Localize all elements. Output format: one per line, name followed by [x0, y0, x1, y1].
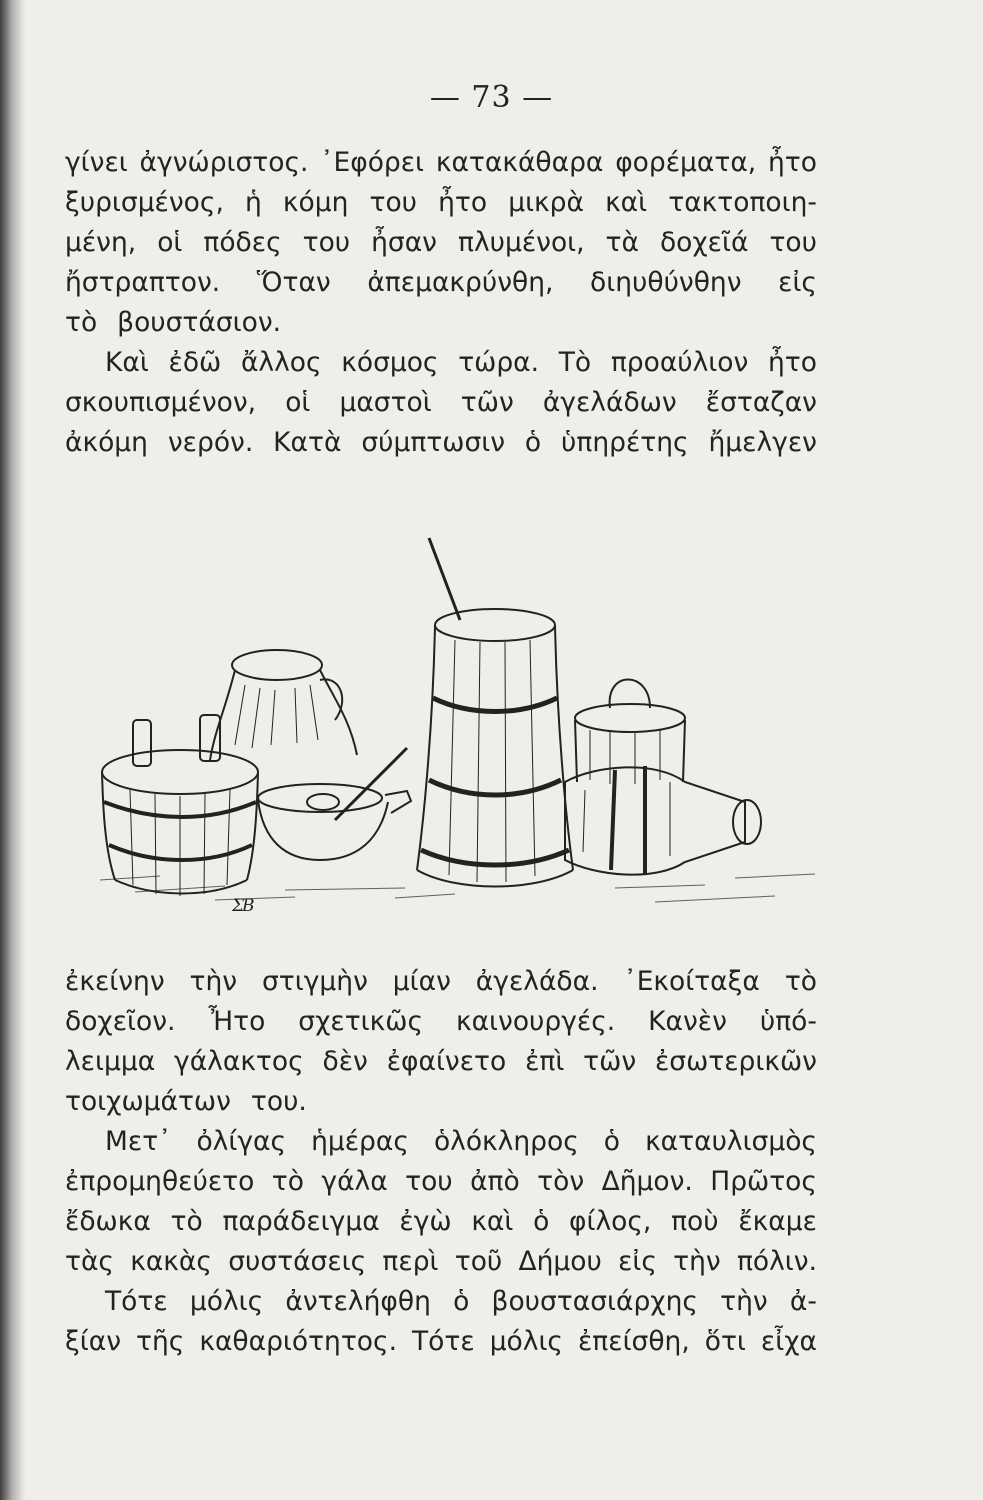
word: ἦτο [767, 347, 817, 378]
page-number: — 73 — [429, 80, 554, 115]
text-line [65, 223, 817, 263]
word: ξυρισμένος, [65, 187, 224, 218]
word: του [369, 187, 418, 218]
text-line [65, 303, 817, 343]
page-binding-shadow [0, 0, 26, 1500]
word: ὁ [603, 1126, 621, 1157]
word: φίλος, [569, 1206, 652, 1237]
word: Τὸ [558, 347, 592, 378]
word: Κανὲν [648, 1006, 727, 1037]
word: ἀγελάδων [542, 387, 677, 418]
word: ἄλλος [240, 347, 322, 378]
text-line [65, 383, 817, 423]
word: κακὰς [130, 1246, 212, 1277]
word: ἔκαμε [738, 1206, 817, 1237]
word: ἀντελήφθη [285, 1286, 431, 1317]
dairy-vessels-illustration [95, 520, 835, 920]
word: Δῆμον. [601, 1166, 693, 1197]
word: φορέματα, [615, 147, 757, 178]
word: μένη, [65, 227, 137, 258]
word: πλυμένοι, [457, 227, 585, 258]
word: ὁ [453, 1286, 470, 1317]
word: σύμπτωσιν [361, 427, 506, 458]
text-line [65, 423, 817, 463]
bottom-paragraph-block [65, 962, 817, 1362]
word: ἤμελγεν [708, 427, 817, 458]
word: μόλις [489, 1326, 563, 1357]
word: ἐγὼ [399, 1206, 452, 1237]
word: τοῦ [454, 1246, 503, 1277]
word: πόδες [203, 227, 282, 258]
word: τὴν [189, 966, 238, 997]
word: Τότε [105, 1286, 168, 1317]
word: ὁλόκληρος [433, 1126, 579, 1157]
word: τῶν [460, 387, 514, 418]
word: τὰς [65, 1246, 114, 1277]
text-line [65, 1082, 817, 1122]
word: Κατὰ [273, 427, 342, 458]
word: γίνει [65, 147, 128, 178]
text-line [65, 343, 817, 383]
word: καταυλισμὸς [645, 1126, 817, 1157]
word: καθαριότητος. [199, 1326, 397, 1357]
word: Δήμου [518, 1246, 602, 1277]
word: ὀλίγας [196, 1126, 287, 1157]
word: ἤστραπτον. [65, 267, 221, 298]
word: τὰ [605, 227, 639, 258]
word: του. [250, 1086, 307, 1117]
word: εἶχα [760, 1326, 817, 1357]
word: ἀ- [789, 1286, 817, 1317]
word: ἀπὸ [470, 1166, 520, 1197]
word: δοχεῖά [659, 227, 749, 258]
text-line [65, 1322, 817, 1362]
word: τὴν [673, 1246, 721, 1277]
word: σχετικῶς [298, 1006, 424, 1037]
text-line [65, 962, 817, 1002]
word: ξίαν [65, 1326, 122, 1357]
word: Τότε [412, 1326, 475, 1357]
word: τὸ [271, 1166, 304, 1197]
word: τακτοποιη- [668, 187, 817, 218]
word: του [405, 1166, 453, 1197]
word: ὑπηρέτης [561, 427, 689, 458]
word: κόσμος [341, 347, 439, 378]
word: στιγμὴν [262, 966, 368, 997]
word: ἀπεμακρύνθη, [367, 267, 554, 298]
word: Ὅταν [256, 267, 331, 298]
word: καὶ [471, 1206, 514, 1237]
text-line [65, 1242, 817, 1282]
word: τὴν [720, 1286, 768, 1317]
word: τῆς [136, 1326, 185, 1357]
word: δοχεῖον. [65, 1006, 176, 1037]
text-line [65, 1282, 817, 1322]
word: ὁ [533, 1206, 550, 1237]
text-line [65, 1162, 817, 1202]
word: ἦσαν [371, 227, 437, 258]
word: ἡμέρας [311, 1126, 409, 1157]
word: οἱ [157, 227, 183, 258]
word: εἰς [618, 1246, 657, 1277]
word: τῶν [583, 1046, 637, 1077]
word: πόλιν. [736, 1246, 817, 1277]
word: οἱ [285, 387, 311, 418]
word: ἐσωτερικῶν [654, 1046, 817, 1077]
word: Μετ᾿ [105, 1126, 172, 1157]
word: του [769, 227, 817, 258]
text-line [65, 183, 817, 223]
word: γάλακτος [174, 1046, 304, 1077]
word: ἔδωκα [65, 1206, 151, 1237]
word: Ἦτο [208, 1006, 266, 1037]
word: ὅτι [704, 1326, 746, 1357]
word: εἰς [778, 267, 817, 298]
word: τὸν [537, 1166, 585, 1197]
text-line [65, 263, 817, 303]
word: μαστοὶ [339, 387, 432, 418]
word: μόλις [189, 1286, 264, 1317]
word: δὲν [322, 1046, 368, 1077]
word: ᾿Εκοίταξα [623, 966, 760, 997]
word: συστάσεις [228, 1246, 367, 1277]
artist-monogram: ΣΒ [232, 896, 253, 916]
word: ἡ [244, 187, 262, 218]
word: ὁ [524, 427, 542, 458]
word: ἔσταζαν [705, 387, 817, 418]
word: παράδειγμα [222, 1206, 380, 1237]
word: νερόν. [167, 427, 254, 458]
word: τὸ [170, 1206, 203, 1237]
top-paragraph-block [65, 143, 817, 463]
word: ἀκόμη [65, 427, 148, 458]
word: Πρῶτος [710, 1166, 817, 1197]
word: τὸ [784, 966, 817, 997]
word: βουστάσιον. [117, 307, 282, 338]
word: ἀγνώριστος. [139, 147, 309, 178]
word: καὶ [605, 187, 648, 218]
word: καινουργές. [455, 1006, 616, 1037]
word: κόμη [282, 187, 349, 218]
word: ἐδῶ [168, 347, 222, 378]
word: τοιχωμάτων [65, 1086, 231, 1117]
word: Καὶ [105, 347, 149, 378]
word: προαύλιον [610, 347, 749, 378]
word: γάλα [321, 1166, 388, 1197]
word: μίαν [392, 966, 451, 997]
word: ἐπρομηθεύετο [65, 1166, 255, 1197]
word: ἐπείσθη, [577, 1326, 690, 1357]
word: ἦτο [438, 187, 488, 218]
word: κατακάθαρα [435, 147, 604, 178]
text-line [65, 1202, 817, 1242]
word: του [302, 227, 351, 258]
text-line [65, 1122, 817, 1162]
word: τὸ [65, 307, 98, 338]
text-line [65, 1042, 817, 1082]
word: ἐφαίνετο [386, 1046, 507, 1077]
text-line [65, 143, 817, 183]
word: μικρὰ [508, 187, 584, 218]
word: ἀγελάδα. [475, 966, 599, 997]
word: ἐκείνην [65, 966, 165, 997]
word: λειμμα [65, 1046, 156, 1077]
word: ᾿Εφόρει [320, 147, 425, 178]
word: ἐπὶ [525, 1046, 565, 1077]
word: βουστασιάρχης [491, 1286, 698, 1317]
word: διηυθύνθην [590, 267, 742, 298]
word: ἦτο [768, 147, 817, 178]
word: σκουπισμένον, [65, 387, 257, 418]
text-line [65, 1002, 817, 1042]
word: περὶ [382, 1246, 439, 1277]
word: τώρα. [458, 347, 540, 378]
word: ποὺ [671, 1206, 719, 1237]
word: ὑπό- [759, 1006, 817, 1037]
